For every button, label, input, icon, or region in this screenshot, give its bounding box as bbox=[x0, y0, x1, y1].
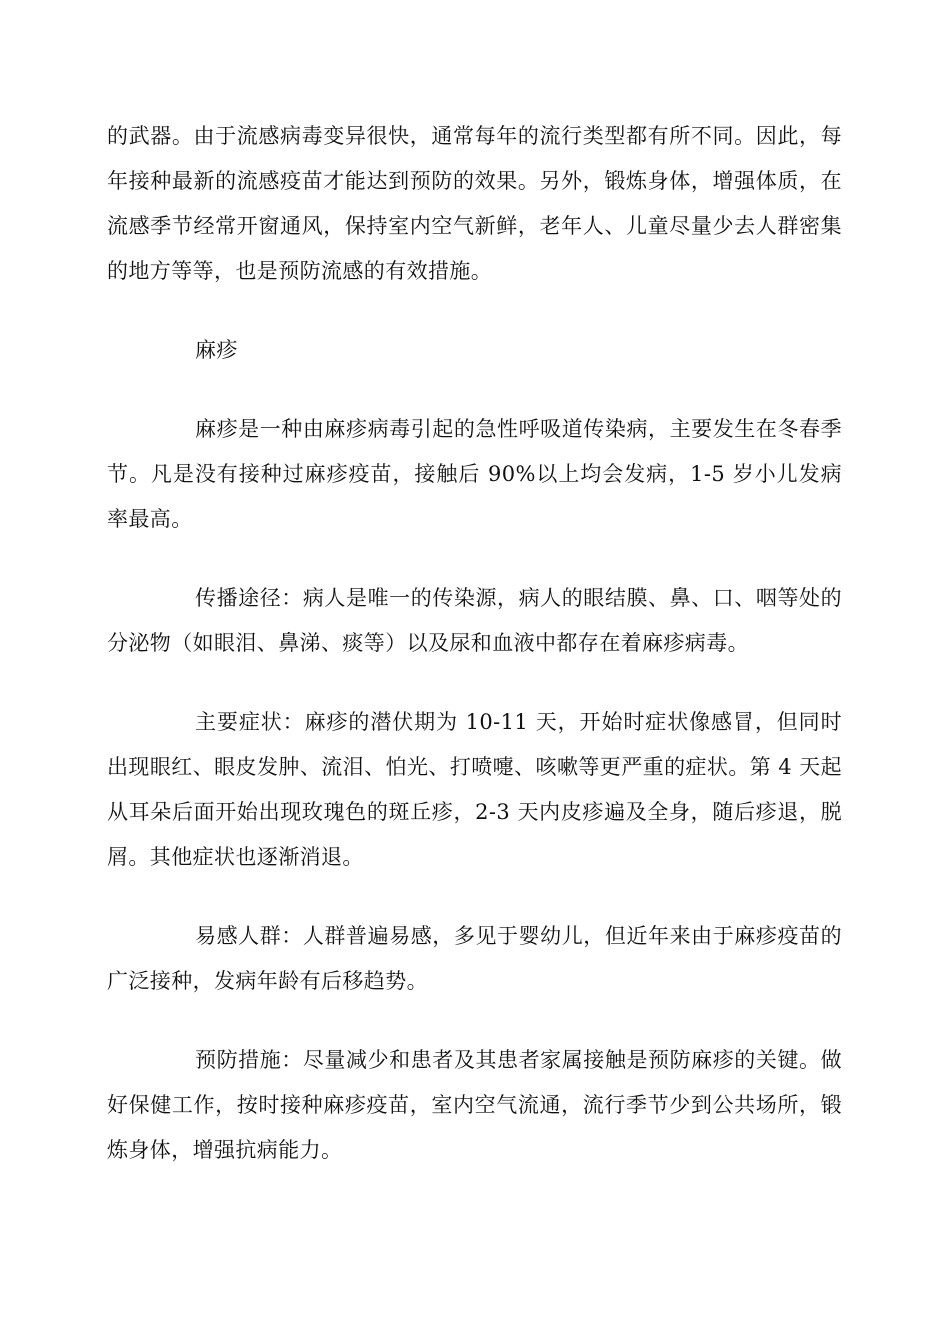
paragraph-prevention-measures: 预防措施：尽量减少和患者及其患者家属接触是预防麻疹的关键。做好保健工作，按时接种麻疹疫苗，室内空气流通，流行季节少到公共场所，锻炼身体，增强抗病能力。 bbox=[107, 1048, 842, 1162]
paragraph-susceptible-population: 易感人群：人群普遍易感，多见于婴幼儿，但近年来由于麻疹疫苗的广泛接种，发病年龄有后移趋势。 bbox=[107, 924, 842, 993]
paragraph-flu-prevention-continued: 的武器。由于流感病毒变异很快，通常每年的流行类型都有所不同。因此，每年接种最新的流感疫苗才能达到预防的效果。另外，锻炼身体，增强体质，在流感季节经常开窗通风，保持室内空气新鲜，老年人、儿童尽量少去人群密集的地方等等，也是预防流感的有效措施。 bbox=[107, 124, 842, 283]
paragraph-transmission: 传播途径：病人是唯一的传染源，病人的眼结膜、鼻、口、咽等处的分泌物（如眼泪、鼻涕、痰等）以及尿和血液中都存在着麻疹病毒。 bbox=[107, 586, 842, 655]
document-body bbox=[107, 114, 842, 1207]
paragraph-symptoms: 主要症状：麻疹的潜伏期为 10-11 天，开始时症状像感冒，但同时出现眼红、眼皮发肿、流泪、怕光、打喷嚏、咳嗽等更严重的症状。第 4 天起从耳朵后面开始出现玫瑰色的斑丘疹，2-3 天内皮疹遍及全身，随后疹退，脱屑。其他症状也逐渐消退。 bbox=[107, 710, 842, 869]
paragraph-measles-intro: 麻疹是一种由麻疹病毒引起的急性呼吸道传染病，主要发生在冬春季节。凡是没有接种过麻疹疫苗，接触后 90%以上均会发病，1-5 岁小儿发病率最高。 bbox=[107, 417, 842, 531]
section-heading-measles: 麻疹 bbox=[195, 338, 238, 362]
